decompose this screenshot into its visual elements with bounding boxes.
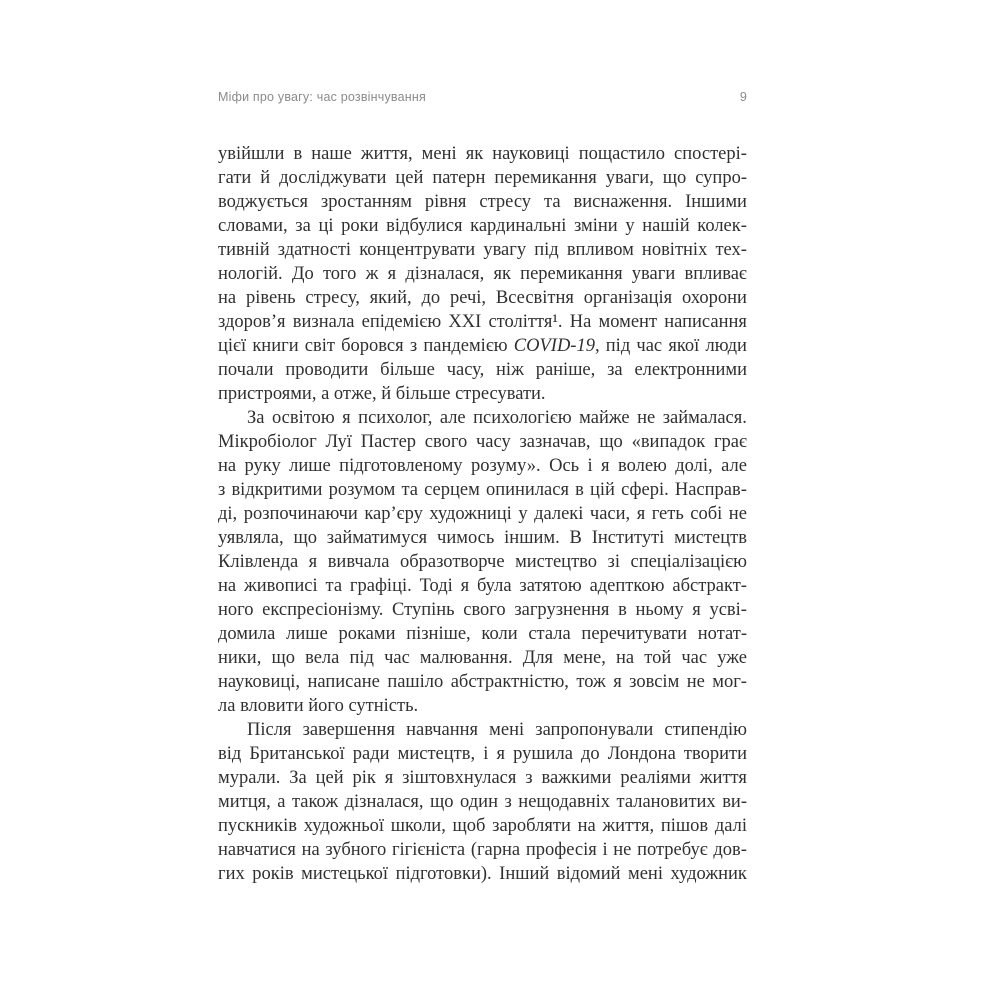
text-segment: пристроями, а отже, й більше стресувати. xyxy=(218,384,546,404)
text-line: науковиці, написане пашіло абстрактністю, тож я зовсім не мог- xyxy=(218,672,747,692)
page-header xyxy=(218,90,747,105)
text-line: ного експресіонізму. Ступінь свого загрузнення в ньому я усві- xyxy=(218,600,747,620)
text-line: митця, а також дізналася, що один з нещодавніх талановитих ви- xyxy=(218,792,747,812)
text-line: на живописі та графіці. Тоді я була затятою адепткою абстракт- xyxy=(218,576,747,596)
text-line: від Британської ради мистецтв, і я рушила до Лондона творити xyxy=(218,744,747,764)
text-line: гих років мистецької підготовки). Інший відомий мені художник xyxy=(218,864,747,884)
text-line: гати й досліджувати цей патерн перемикання уваги, що супро- xyxy=(218,168,747,188)
running-title: Міфи про увагу: час розвінчування xyxy=(218,90,426,104)
text-line: цієї книги світ боровся з пандемією COVID-19, під час якої люди xyxy=(218,336,747,356)
text-line: нологій. До того ж я дізналася, як перемикання уваги впливає xyxy=(218,264,747,284)
text-line: навчатися на зубного гігієніста (гарна професія і не потребує дов- xyxy=(218,840,747,860)
text-line: увійшли в наше життя, мені як науковиці пощастило спостері- xyxy=(218,144,747,164)
page-number: 9 xyxy=(739,90,747,104)
text-line xyxy=(218,382,747,406)
text-line: здоров’я визнала епідемією XXI століття¹. На момент написання xyxy=(218,312,747,332)
text-line: Після завершення навчання мені запропонували стипендію xyxy=(247,720,747,740)
text-line: на руку лише підготовленому розуму». Ось і я волею долі, але xyxy=(218,456,747,476)
text-line: ники, що вела під час малювання. Для мене, на той час уже xyxy=(218,648,747,668)
text-line: пускників художньої школи, щоб заробляти на життя, пішов далі xyxy=(218,816,747,836)
text-line: словами, за ці роки відбулися кардинальні зміни у нашій колек- xyxy=(218,216,747,236)
text-line: з відкритими розумом та серцем опинилася в цій сфері. Насправ- xyxy=(218,480,747,500)
text-line xyxy=(218,694,747,718)
text-segment: ла вловити його сутність. xyxy=(218,696,419,716)
text-line: воджується зростанням рівня стресу та виснаження. Іншими xyxy=(218,192,747,212)
text-line: почали проводити більше часу, ніж раніше, за електронними xyxy=(218,360,747,380)
text-line: мурали. За цей рік я зіштовхнулася з важкими реаліями життя xyxy=(218,768,747,788)
text-line: на рівень стресу, який, до речі, Всесвітня організація охорони xyxy=(218,288,747,308)
text-line: За освітою я психолог, але психологією майже не займалася. xyxy=(247,408,747,428)
body-text xyxy=(218,142,747,886)
text-line: Клівленда я вивчала образотворче мистецтво зі спеціалізацією xyxy=(218,552,747,572)
text-line: домила лише роками пізніше, коли стала перечитувати нотат- xyxy=(218,624,747,644)
text-line: тивній здатності концентрувати увагу під впливом новітніх тех- xyxy=(218,240,747,260)
text-line: уявляла, що займатимуся чимось іншим. В Інституті мистецтв xyxy=(218,528,747,548)
text-line: ді, розпочинаючи кар’єру художниці у далекі часи, я геть собі не xyxy=(218,504,747,524)
text-line: Мікробіолог Луї Пастер свого часу зазначав, що «випадок грає xyxy=(218,432,747,452)
